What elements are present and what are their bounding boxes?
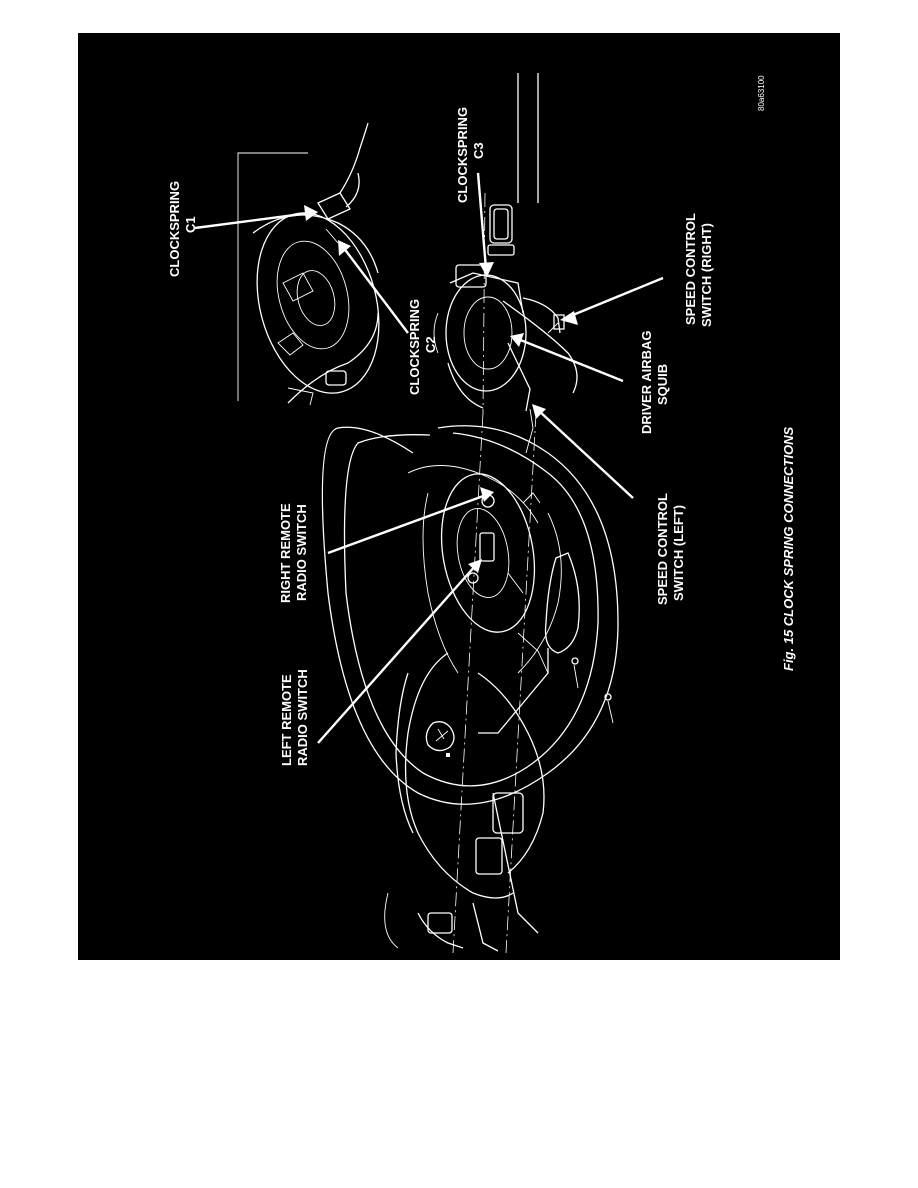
clockspring-body [434,265,577,411]
label-speed-control-right-line1: SPEED CONTROL [683,213,698,325]
label-speed-control-left-line2: SWITCH (LEFT) [671,504,686,601]
leader-lines [195,173,663,743]
label-clockspring-c1-line1: CLOCKSPRING [167,180,182,277]
figure-code: 80a63100 [757,75,766,111]
label-left-remote-radio-line2: RADIO SWITCH [295,669,310,766]
label-clockspring-c3-line1: CLOCKSPRING [455,106,470,203]
label-driver-airbag-squib-line2: SQUIB [655,363,670,405]
label-speed-control-right [683,213,714,327]
label-driver-airbag-squib [639,330,670,434]
upper-column-shaft [483,73,538,413]
label-clockspring-c3-line2: C3 [471,142,486,159]
label-speed-control-left-line1: SPEED CONTROL [655,493,670,605]
label-clockspring-c2 [407,299,438,395]
label-clockspring-c3 [455,107,486,203]
label-right-remote-radio-line2: RADIO SWITCH [294,504,309,601]
label-clockspring-c1-line2: C1 [183,216,198,233]
figure-panel [78,33,840,960]
center-axis [453,413,483,953]
inset-clockspring-detail [238,123,398,407]
label-driver-airbag-squib-line1: DRIVER AIRBAG [639,330,654,434]
label-speed-control-right-line2: SWITCH (RIGHT) [699,223,714,327]
label-clockspring-c1 [167,181,198,277]
label-right-remote-radio-line1: RIGHT REMOTE [278,503,293,603]
label-clockspring-c2-line1: CLOCKSPRING [407,298,422,395]
label-speed-control-left [655,493,686,605]
steering-wheel [322,409,618,804]
label-left-remote-radio-switch [279,669,310,766]
label-right-remote-radio-switch [278,503,309,603]
figure-caption: Fig. 15 CLOCK SPRING CONNECTIONS [781,426,796,671]
label-left-remote-radio-line1: LEFT REMOTE [279,674,294,766]
label-clockspring-c2-line2: C2 [423,336,438,353]
clockspring-diagram [78,33,840,960]
